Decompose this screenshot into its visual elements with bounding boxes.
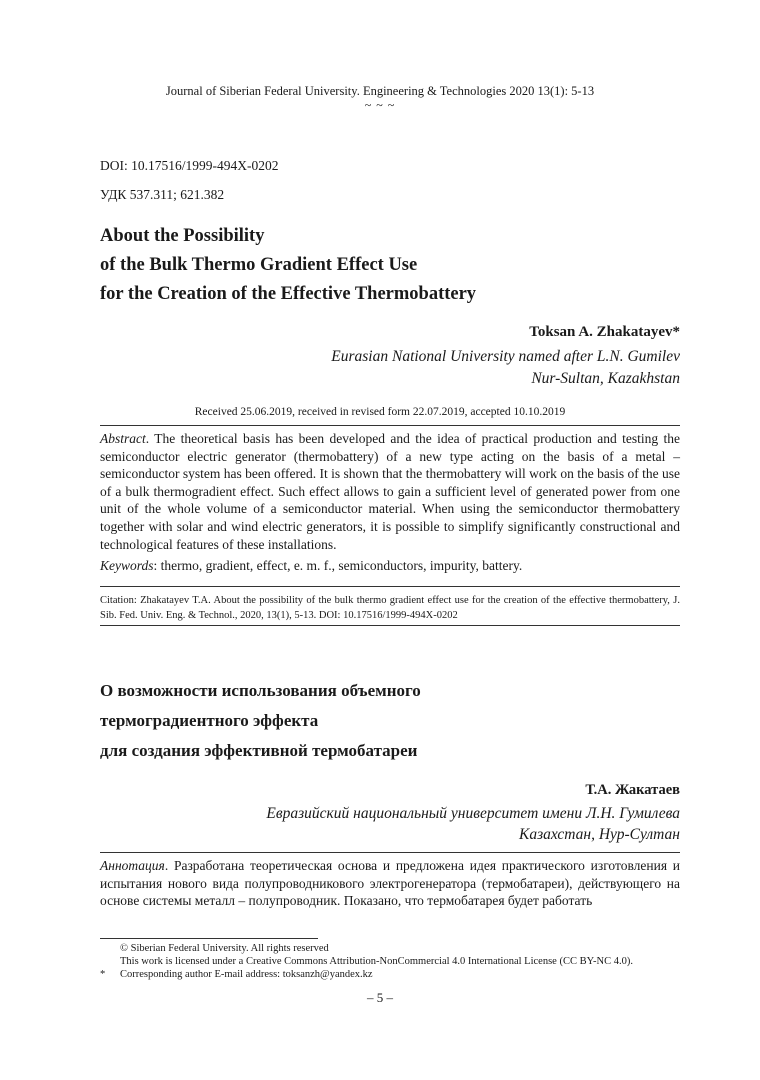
abstract-label: Abstract (100, 431, 146, 446)
journal-header: Journal of Siberian Federal University. Engineering & Technologies 2020 13(1): 5-13 (165, 84, 595, 98)
author-name-ru: Т.А. Жакатаев (585, 782, 680, 798)
title-ru-line: для создания эффективной термобатареи (100, 741, 418, 760)
title-ru-line: О возможности использования объемного (100, 681, 421, 700)
abstract-en (100, 430, 680, 553)
divider (100, 625, 680, 626)
author-affiliation: Eurasian National University named after L.N. Gumilev (331, 348, 680, 365)
footnote-license: This work is licensed under a Creative Commons Attribution-NonCommercial 4.0 International License (CC BY-NC 4.0). (120, 956, 633, 967)
author-location-ru: Казахстан, Нур-Султан (519, 826, 680, 843)
abstract-text: . The theoretical basis has been developed and the idea of practical production and testing the semiconductor electric generator (thermobattery) of a new type acting on the basis of a metal – semiconductor system has been offered. It is shown that the thermobattery will work on the basis of the use of a bulk thermogradient effect. Such effect allows to gain a sufficient level of generated power from one unit of the whole volume of a semiconductor material. When using the semiconductor thermobattery together with solar and wind electric generators, it is possible to simplify significantly constructional and technological features of these installations. (100, 431, 680, 552)
keywords-text: : thermo, gradient, effect, e. m. f., semiconductors, impurity, battery. (153, 558, 523, 573)
citation: Citation: Zhakatayev T.A. About the possibility of the bulk thermo gradient effect use for the creation of the effective thermobattery, J. Sib. Fed. Univ. Eng. & Technol., 2020, 13(1), 5-13. DOI: 10.17516/1999-494X-0202 (100, 595, 680, 621)
footnote-divider (100, 938, 318, 939)
divider (100, 586, 680, 587)
doi: DOI: 10.17516/1999-494X-0202 (100, 158, 279, 173)
title-en-line: About the Possibility (100, 226, 265, 246)
title-ru (100, 676, 421, 766)
keywords-en (100, 557, 680, 575)
asterisk-mark: * (100, 969, 106, 980)
author-location: Nur-Sultan, Kazakhstan (531, 370, 680, 387)
page-number: – 5 – (367, 990, 393, 1005)
header-ornament: ~ ~ ~ (364, 98, 396, 112)
title-en-line: of the Bulk Thermo Gradient Effect Use (100, 255, 418, 275)
divider (100, 852, 680, 853)
keywords-label: Keywords (100, 558, 154, 573)
abstract-ru (100, 857, 680, 910)
author-name: Toksan A. Zhakatayev* (529, 324, 680, 340)
divider (100, 425, 680, 426)
author-affiliation-ru: Евразийский национальный университет имени Л.Н. Гумилева (266, 805, 680, 822)
title-en-line: for the Creation of the Effective Thermobattery (100, 284, 477, 304)
received-dates: Received 25.06.2019, received in revised form 22.07.2019, accepted 10.10.2019 (194, 406, 566, 418)
footnote-corresponding: * Corresponding author E-mail address: toksanzh@yandex.kz (100, 969, 373, 980)
udk: УДК 537.311; 621.382 (100, 187, 225, 202)
abstract-text-ru: . Разработана теоретическая основа и предложена идея практического изготовления и испытания нового вида полупроводникового электрогенератора (термобатареи), действующего на основе системы металл – полупроводник. Показано, что термобатарея будет работать (100, 858, 680, 909)
footnote-copyright: © Siberian Federal University. All rights reserved (120, 943, 329, 954)
title-ru-line: термоградиентного эффекта (100, 711, 319, 730)
title-en (100, 222, 476, 309)
abstract-label-ru: Аннотация (100, 858, 165, 873)
